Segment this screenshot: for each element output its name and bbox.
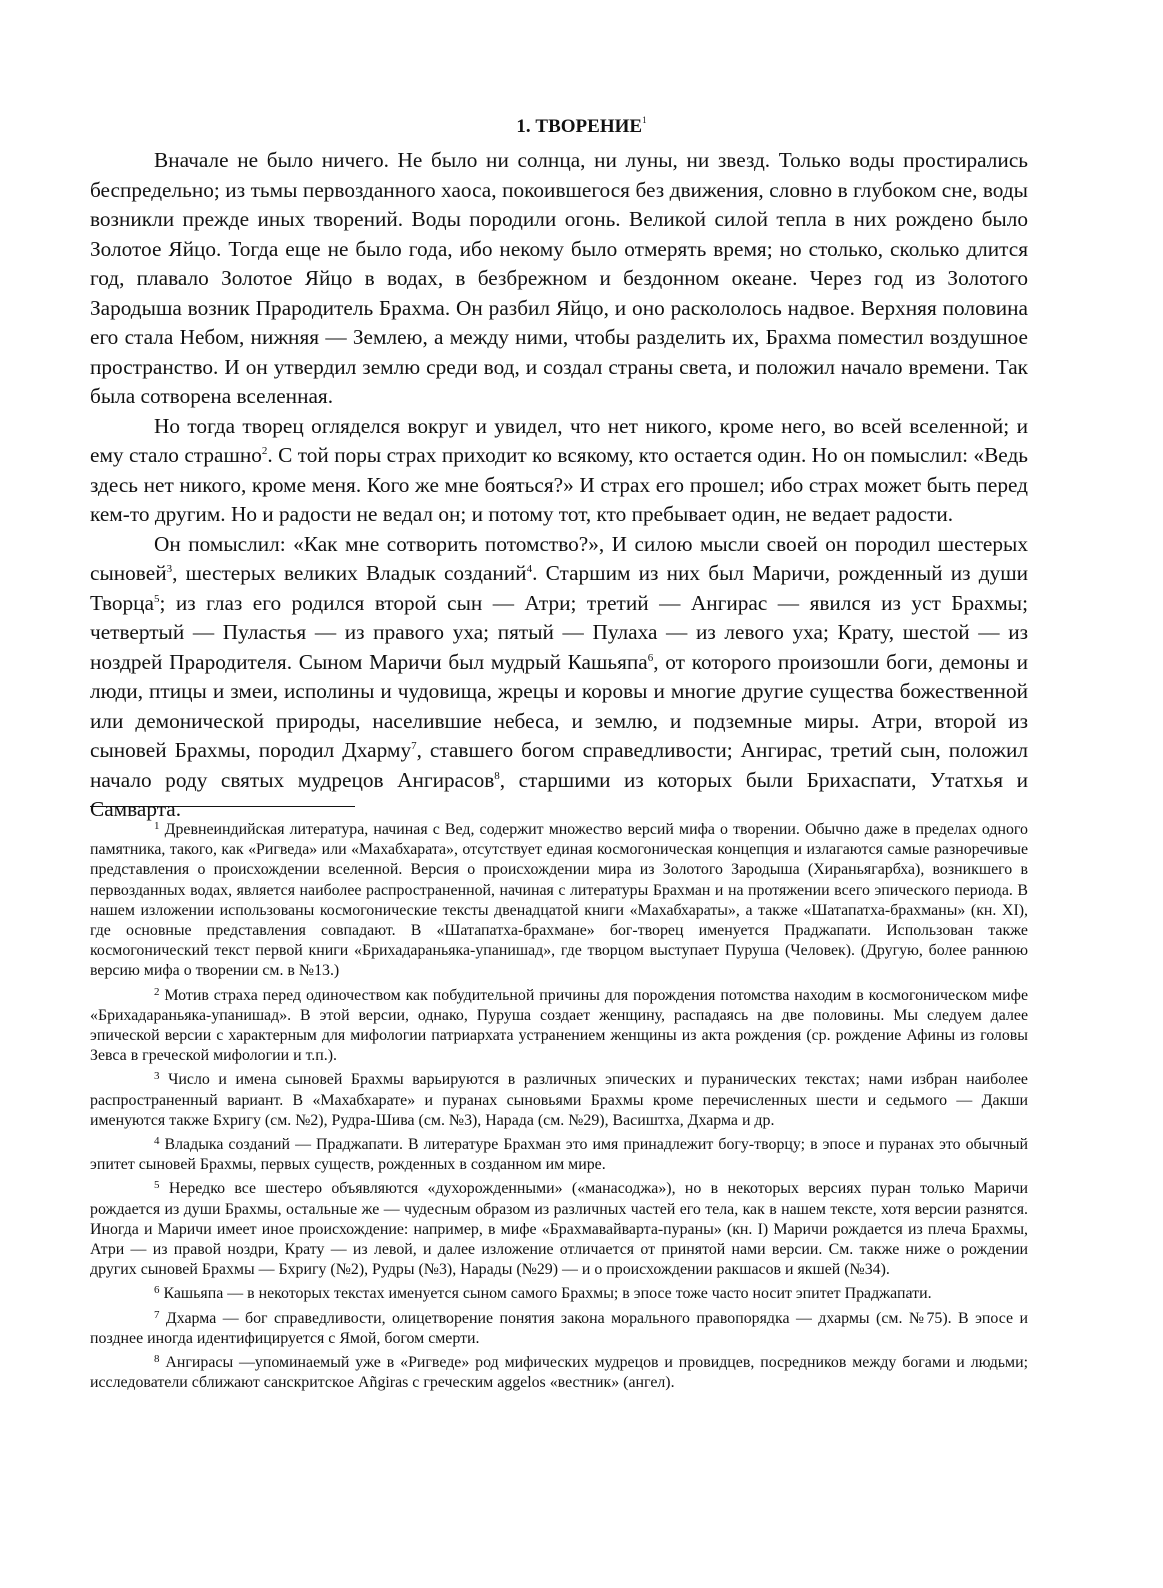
footnote-text: Ангирасы —упоминаемый уже в «Ригведе» род мифических мудрецов и провидцев, посредников между богами и людьми; исследователи сближают санскритское Añgiras с греческим aggelos «вестник» (ангел). <box>90 1354 1028 1392</box>
footnote-ref: 6 <box>647 651 654 664</box>
body-text: ; из глаз его родился второй сын — Атри; третий — Ангирас — явился из уст Брахмы; четвертый — Пуластья — из правого уха; пятый — Пулаха — из левого уха; Крату, шестой — из ноздрей Прародителя. Сыном Маричи был мудрый Кашьяпа <box>90 590 1028 674</box>
footnote-ref: 1 <box>642 115 647 125</box>
footnote <box>90 1284 1028 1304</box>
footnote-number: 1 <box>154 820 160 832</box>
footnote-text: Мотив страха перед одиночеством как побудительной причины для порождения потомства находим в космогоническом мифе «Брихадараньяка-упанишад». В этой версии, однако, Пуруша создает женщину, распадаясь на две половины. Мы следуем далее эпической версии с характерным для мифологии патриархата устранением женщины из акта рождения (ср. рождение Афины из головы Зевса в греческой мифологии и т.п.). <box>90 986 1028 1065</box>
body-text: Но тогда творец огляделся вокруг и увидел, что нет никого, кроме него, во всей вселенной; и ему стало страшно <box>90 413 1028 467</box>
footnote <box>90 1353 1028 1393</box>
footnote-number: 7 <box>154 1308 160 1321</box>
body-text: Он помыслил: «Как мне сотворить потомство?», И силою мысли своей он породил шестерых сыновей <box>90 531 1028 585</box>
footnote <box>90 1179 1028 1280</box>
footnote-ref: 3 <box>166 563 173 575</box>
body-text: . С той поры страх приходит ко всякому, кто остается один. Но он помыслил: «Ведь здесь нет никого, кроме меня. Кого же мне бояться?» И страх его прошел; ибо страх может быть перед кем-то другим. Но и радости не ведал он; и потому тот, кто пребывает один, не ведает радости. <box>90 443 1028 526</box>
body-text: , шестерых великих Владык созданий <box>172 561 527 585</box>
footnote-text: Число и имена сыновей Брахмы варьируются в различных эпических и пуранических текстах; нами избран наиболее распространенный вариант. В «Махабхарате» и пуранах сыновьями Брахмы кроме перечисленных шести и седьмого — Дакши именуются также Бхригу (см. №2), Рудра-Шива (см. №3), Нарада (см. №29), Васиштха, Дхарма и др. <box>90 1071 1028 1129</box>
body-paragraph <box>90 146 1028 412</box>
footnote-number: 4 <box>154 1135 160 1148</box>
main-text <box>90 146 1028 825</box>
chapter-title: 1. ТВОРЕНИЕ <box>516 116 643 137</box>
footnote-ref: 7 <box>411 740 417 752</box>
footnote-text: Кашьяпа — в некоторых текстах именуется сыном самого Брахмы; в эпосе тоже часто носит эпитет Праджапати. <box>159 1285 932 1303</box>
footnote-ref: 4 <box>526 563 533 575</box>
footnote-separator <box>90 806 355 807</box>
body-text: , старшими из которых были Брихаспати, Утатхья и Самварта. <box>90 767 1028 821</box>
footnote-number: 3 <box>154 1070 160 1083</box>
footnote-number: 6 <box>154 1284 160 1297</box>
body-text: . Старшим из них был Маричи, рожденный из души Творца <box>90 561 1028 615</box>
footnote <box>90 986 1028 1067</box>
footnote-ref: 8 <box>494 769 500 782</box>
body-paragraph <box>90 530 1028 825</box>
footnote-text: Нередко все шестеро объявляются «духорожденными» («манасоджа»), но в некоторых версиях пуран только Маричи рождается из души Брахмы, остальные же — чудесным образом из различных частей его тела, как в нашем тексте, хотя версии разнятся. Иногда и Маричи имеет иное происхождение: например, в мифе «Брахмавайварта-пураны» (кн. I) Маричи рождается из плеча Брахмы, Атри — из правой ноздри, Крату — из левой, и далее изложение отличается от принятой нами версии. См. также ниже о рождении других сыновей Брахмы — Бхригу (№2), Рудры (№3), Нарады (№29) — и о происхождении ракшасов и якшей (№34). <box>90 1180 1028 1279</box>
footnote-text: Дхарма — бог справедливости, олицетворение понятия закона морального правопорядка — дхармы (см. №75). В эпосе и позднее иногда идентифицируется с Ямой, богом смерти. <box>90 1309 1028 1347</box>
footnote-text: Древнеиндийская литература, начиная с Вед, содержит множество версий мифа о творении. Обычно даже в пределах одного памятника, такого, как «Ригведа» или «Махабхарата», отсутствует единая космогоническая концепция и излагаются самые разноречивые представления о происхождении вселенной. Версия о происхождении мира из Золотого Зародыша (Хираньягарбха), возникшего в первозданных водах, является наиболее распространенной, начиная с литературы Брахман и на протяжении всего эпического периода. В нашем изложении использованы космогонические тексты двенадцатой книги «Махабхараты», а также «Шатапатха-брахманы» (кн. XI), где основные представления совпадают. В «Шатапатха-брахмане» бог-творец именуется Праджапати. Использован также космогонический текст первой книги «Брихадараньяка-упанишад», где творцом выступает Пуруша (Человек). (Другую, более раннюю версию мифа о творении см. в №13.) <box>90 821 1028 980</box>
footnote-ref: 2 <box>261 445 268 457</box>
footnote-ref: 5 <box>154 592 160 605</box>
footnote <box>90 1070 1028 1131</box>
body-paragraph <box>90 412 1028 530</box>
footnote <box>90 1309 1028 1349</box>
body-text: , от которого произошли боги, демоны и люди, птицы и змеи, исполины и чудовища, жрецы и коровы и многие другие существа божественной или демонической природы, населившие небеса, и землю, и подземные миры. Атри, второй из сыновей Брахмы, породил Дхарму <box>90 649 1028 762</box>
footnote <box>90 820 1028 982</box>
body-text: , ставшего богом справедливости; Ангирас, третий сын, положил начало роду святых мудрецов Ангирасов <box>90 738 1028 792</box>
footnote-number: 2 <box>154 985 160 998</box>
footnotes <box>90 820 1028 1397</box>
footnote-number: 5 <box>154 1179 160 1192</box>
footnote <box>90 1135 1028 1175</box>
footnote-text: Владыка созданий — Праджапати. В литературе Брахман это имя принадлежит богу-творцу; в эпосе и пуранах это обычный эпитет сыновей Брахмы, первых существ, рожденных в созданном им мире. <box>90 1136 1028 1174</box>
body-text: Вначале не было ничего. Не было ни солнца, ни луны, ни звезд. Только воды простирались беспредельно; из тьмы первозданного хаоса, покоившегося без движения, словно в глубоком сне, воды возникли прежде иных творений. Воды породили огонь. Великой силой тепла в них рождено было Золотое Яйцо. Тогда еще не было года, ибо некому было отмерять время; но столько, сколько длится год, плавало Золотое Яйцо в водах, в безбрежном и бездонном океане. Через год из Золотого Зародыша возник Прародитель Брахма. Он разбил Яйцо, и оно раскололось надвое. Верхняя половина его стала Небом, нижняя — Землею, а между ними, чтобы разделить их, Брахма поместил воздушное пространство. И он утвердил землю среди вод, и создал страны света, и положил начало времени. Так была сотворена вселенная. <box>90 148 1028 408</box>
footnote-number: 8 <box>154 1353 160 1366</box>
chapter-heading <box>0 108 1163 139</box>
